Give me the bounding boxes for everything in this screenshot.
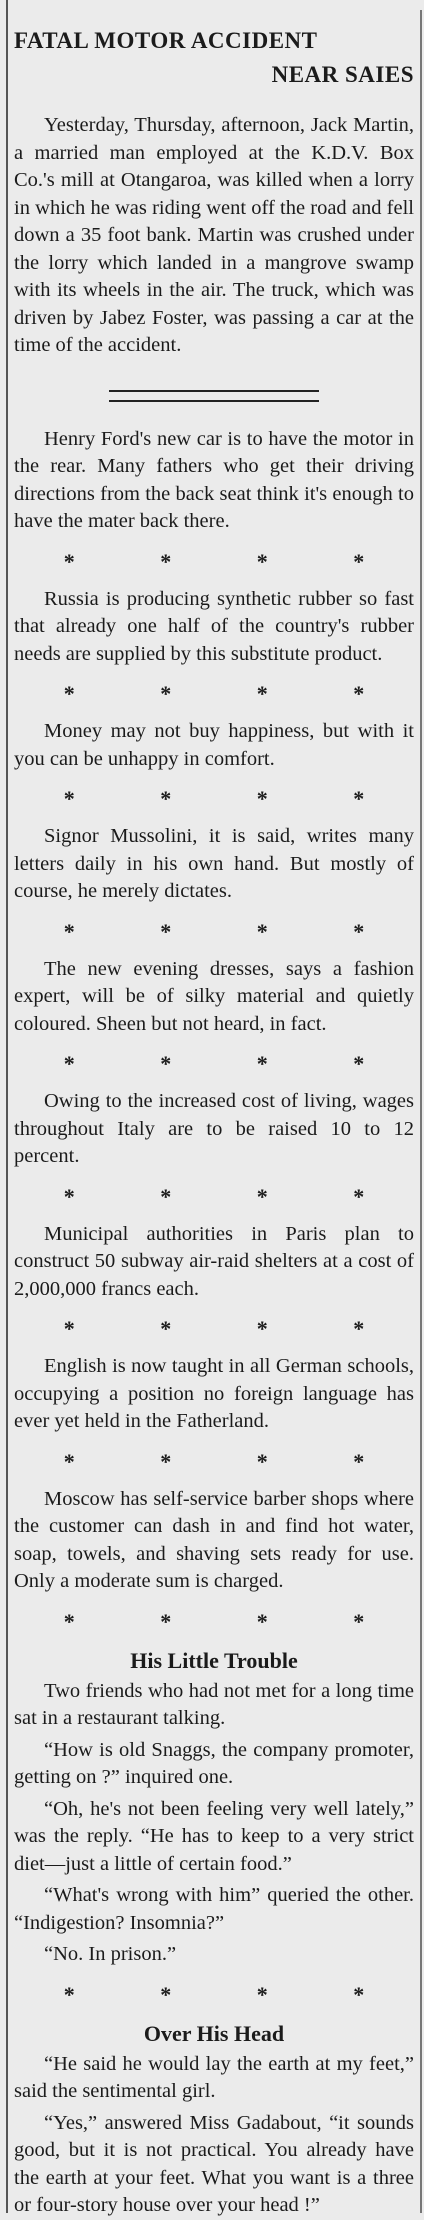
- news-item: Municipal authorities in Paris plan to construct 50 subway air-raid shelters at a cost of 2,000,000 francs each.: [14, 1222, 414, 1300]
- headline-line-2: NEAR SAIES: [271, 62, 414, 87]
- separator-stars: * * * *: [63, 548, 405, 574]
- separator-stars: * * * *: [63, 681, 405, 706]
- story-paragraph: “How is old Snaggs, the company promoter, getting on ?” inquired one.: [14, 1738, 414, 1788]
- story-title: His Little Trouble: [130, 1647, 298, 1673]
- news-item: English is now taught in all German schools, occupying a position no foreign language has ever yet held in the Fatherland.: [14, 1355, 414, 1432]
- news-item: Henry Ford's new car is to have the motor in the rear. Many fathers who get their driving directions from the back seat think it's enough to have the mater back there.: [14, 427, 414, 532]
- story-paragraph: “He said he would lay the earth at my feet,” said the sentimental girl.: [14, 2052, 414, 2102]
- news-item: Money may not buy happiness, but with it you can be unhappy in comfort.: [14, 720, 414, 770]
- lead-paragraph: Yesterday, Thursday, afternoon, Jack Martin, a married man employed at the K.D.V. Box Co.'s mill at Otangaroa, was killed when a lorry in which he was riding went off the road and fell down a 35 foot bank. Martin was crushed under the lorry which landed in a mangrove swamp with its wheels in the air. The truck, which was driven by Jabez Foster, was passing a car at the time of the accident.: [14, 114, 414, 356]
- separator-stars: * * * *: [63, 1316, 405, 1341]
- story-title: Over His Head: [143, 2020, 285, 2046]
- column-border-left: [6, 0, 8, 2213]
- news-item: Moscow has self-service barber shops where the customer can dash in and find hot water, soap, towels, and shaving sets ready for use. Only a moderate sum is charged.: [14, 1487, 414, 1592]
- column-border-right: [420, 10, 422, 2213]
- story-his-little-trouble: [14, 1646, 414, 1969]
- story-paragraph: Two friends who had not met for a long time sat in a restaurant talking.: [14, 1679, 414, 1729]
- story-paragraph: “No. In prison.”: [44, 1943, 177, 1965]
- story-over-his-head: [14, 2019, 414, 2220]
- separator-stars: * * * *: [63, 786, 405, 811]
- separator-stars: * * * *: [63, 918, 405, 944]
- news-item: The new evening dresses, says a fashion expert, will be of silky material and quietly coloured. Sheen but not heard, in fact.: [14, 957, 414, 1035]
- news-item: Russia is producing synthetic rubber so fast that already one half of the country's rubber needs are supplied by this substitute product.: [14, 587, 414, 665]
- section-rule: [109, 390, 319, 392]
- separator-stars: * * * *: [63, 1448, 405, 1474]
- separator-stars: * * * *: [63, 1183, 405, 1209]
- news-item: Signor Mussolini, it is said, writes many letters daily in his own hand. But mostly of course, he merely dictates.: [14, 825, 414, 902]
- story-paragraph: “Yes,” answered Miss Gadabout, “it sounds good, but it is not practical. You already have the earth at your feet. What you want is a three or four-story house over your head !”: [14, 2111, 414, 2216]
- headline: [14, 24, 414, 92]
- section-rule: [109, 400, 319, 402]
- separator-stars: * * * *: [63, 1051, 405, 1076]
- news-item: Owing to the increased cost of living, wages throughout Italy are to be raised 10 to 12 percent.: [14, 1090, 414, 1167]
- story-paragraph: “What's wrong with him” queried the other. “Indigestion? Insomnia?”: [14, 1884, 414, 1934]
- headline-line-1: FATAL MOTOR ACCIDENT: [14, 28, 318, 53]
- story-paragraph: “Oh, he's not been feeling very well lately,” was the reply. “He has to keep to a very strict diet—just a little of certain food.”: [14, 1797, 414, 1875]
- separator-stars: * * * *: [63, 1981, 405, 2007]
- separator-stars: * * * *: [63, 1608, 405, 1634]
